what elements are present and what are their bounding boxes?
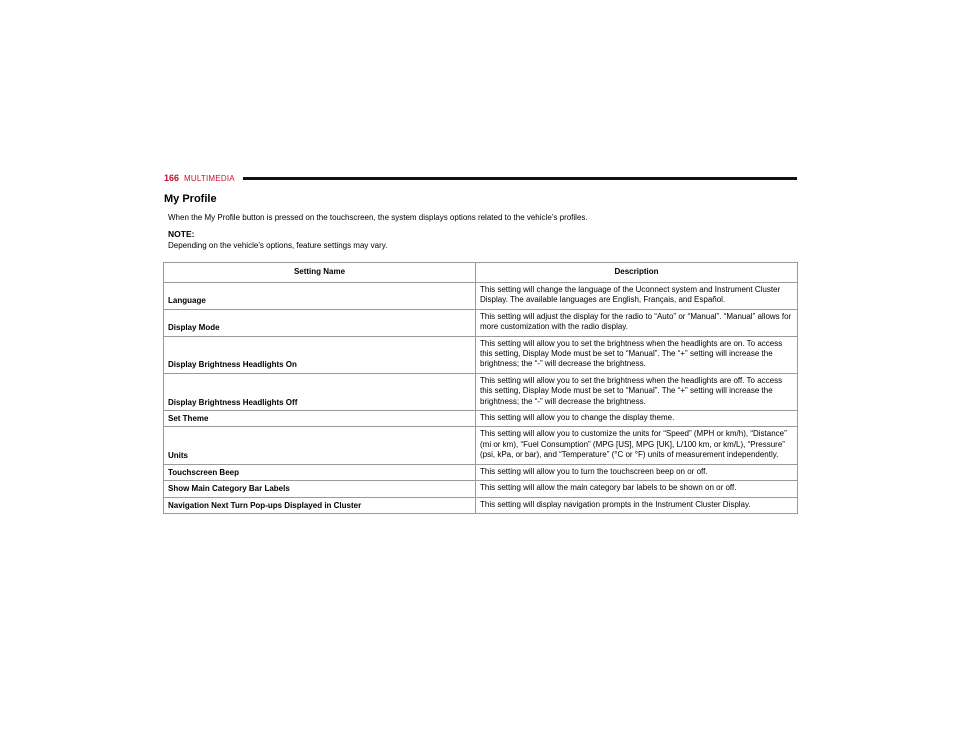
table-header-row: [164, 263, 798, 283]
intro-paragraph: When the My Profile button is pressed on the touchscreen, the system displays options related to the vehicle’s profiles.: [168, 213, 588, 222]
note-label: NOTE:: [168, 229, 195, 239]
setting-name: Language: [164, 283, 476, 310]
section-name: MULTIMEDIA: [184, 173, 235, 183]
setting-description: This setting will allow you to change the display theme.: [476, 411, 798, 427]
section-title: My Profile: [164, 193, 217, 205]
setting-description: This setting will adjust the display for the radio to “Auto” or “Manual”. “Manual” allows for more customization with the radio display.: [476, 309, 798, 336]
column-header-setting-name: Setting Name: [164, 263, 476, 283]
setting-description: This setting will allow you to set the brightness when the headlights are off. To access this setting, Display Mode must be set to “Manual”. The “+” setting will increase the brightness; the “-” will decrease the brightness.: [476, 373, 798, 410]
settings-table: [163, 262, 798, 514]
setting-description: This setting will display navigation prompts in the Instrument Cluster Display.: [476, 497, 798, 513]
table-row: [164, 497, 798, 513]
table-row: [164, 336, 798, 373]
setting-description: This setting will allow you to customize the units for “Speed” (MPH or km/h), “Distance” (mi or km), “Fuel Consumption” (MPG [US], MPG [UK], L/100 km, or km/L), “Pressure” (psi, kPa, or bar), and “Temperature” (°C or °F) units of measurement independently.: [476, 427, 798, 464]
setting-name: Navigation Next Turn Pop-ups Displayed in Cluster: [164, 497, 476, 513]
setting-description: This setting will allow you to turn the touchscreen beep on or off.: [476, 464, 798, 480]
table-row: [164, 464, 798, 480]
header-rule: [243, 177, 797, 180]
page-number: 166: [164, 173, 180, 183]
setting-name: Show Main Category Bar Labels: [164, 481, 476, 497]
setting-description: This setting will allow you to set the brightness when the headlights are on. To access this setting, Display Mode must be set to “Manual”. The “+” setting will increase the brightness; the “-” will decrease the brightness.: [476, 336, 798, 373]
setting-name: Units: [164, 427, 476, 464]
setting-name: Set Theme: [164, 411, 476, 427]
setting-name: Touchscreen Beep: [164, 464, 476, 480]
setting-name: Display Brightness Headlights On: [164, 336, 476, 373]
column-header-description: Description: [476, 263, 798, 283]
table-row: [164, 309, 798, 336]
setting-name: Display Mode: [164, 309, 476, 336]
setting-description: This setting will allow the main category bar labels to be shown on or off.: [476, 481, 798, 497]
setting-name: Display Brightness Headlights Off: [164, 373, 476, 410]
table-row: [164, 427, 798, 464]
table-row: [164, 283, 798, 310]
note-text: Depending on the vehicle’s options, feature settings may vary.: [168, 241, 388, 250]
table-row: [164, 411, 798, 427]
table-row: [164, 373, 798, 410]
page-header: [164, 172, 797, 184]
table-row: [164, 481, 798, 497]
setting-description: This setting will change the language of the Uconnect system and Instrument Cluster Display. The available languages are English, Français, and Español.: [476, 283, 798, 310]
